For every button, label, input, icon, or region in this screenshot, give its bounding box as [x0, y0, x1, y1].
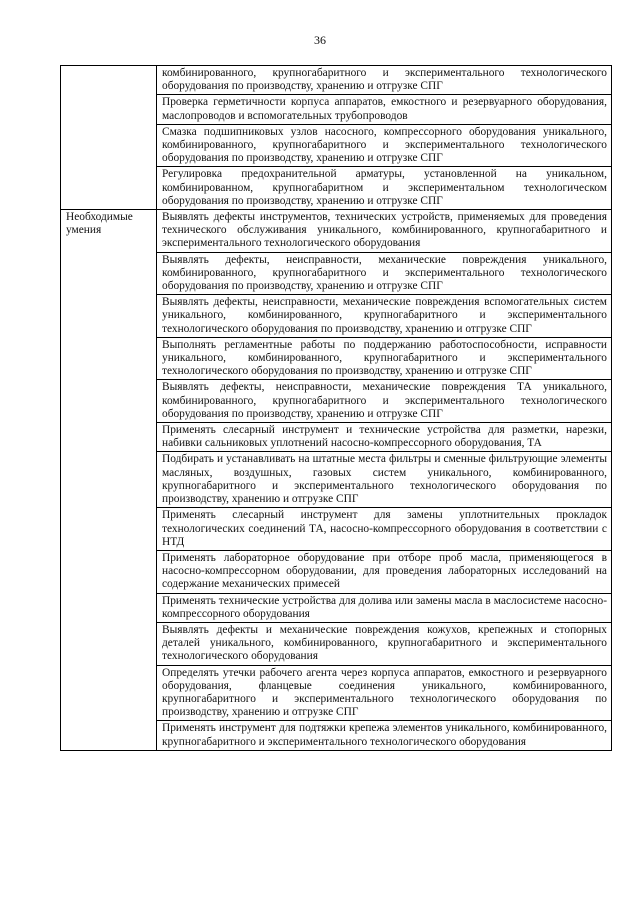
table-cell: Выявлять дефекты, неисправности, механические повреждения ТА уникального, комбинированного, крупногабаритного и экспериментального технологического оборудования по производству, хранению и отгрузке СПГ: [157, 380, 612, 423]
table-cell: Выявлять дефекты инструментов, технических устройств, применяемых для проведения технического обслуживания уникального, комбинированного, крупногабаритного и экспериментального технологического оборудования: [157, 210, 612, 253]
table-cell: Определять утечки рабочего агента через корпуса аппаратов, емкостного и резервуарного оборудования, фланцевые соединения уникального, комбинированного, крупногабаритного и экспериментального технологического оборудования по производству, хранению и отгрузке СПГ: [157, 665, 612, 721]
table-cell: Подбирать и устанавливать на штатные места фильтры и сменные фильтрующие элементы масляных, воздушных, газовых систем уникального, комбинированного, крупногабаритного и экспериментального технологического оборудования по производству, хранению и отгрузке СПГ: [157, 452, 612, 508]
table-cell: комбинированного, крупногабаритного и экспериментального технологического оборудования по производству, хранению и отгрузке СПГ: [157, 66, 612, 95]
table-cell: Регулировка предохранительной арматуры, установленной на уникальном, комбинированном, крупногабаритном и экспериментальном технологическом оборудования по производству, хранению и отгрузке СПГ: [157, 167, 612, 210]
table-cell: Применять слесарный инструмент и технические устройства для разметки, нарезки, набивки сальниковых уплотнений насосно-компрессорного оборудования, ТА: [157, 423, 612, 452]
table-cell: Выявлять дефекты, неисправности, механические повреждения вспомогательных систем уникального, комбинированного, крупногабаритного и экспериментального технологического оборудования по производству, хранению и отгрузке СПГ: [157, 295, 612, 338]
category-cell-skills: Необходимые умения: [61, 210, 157, 751]
table-cell: Выявлять дефекты, неисправности, механические повреждения уникального, комбинированного, крупногабаритного и экспериментального технологического оборудования по производству, хранению и отгрузке СПГ: [157, 252, 612, 295]
table-cell: Смазка подшипниковых узлов насосного, компрессорного оборудования уникального, комбинированного, крупногабаритного и экспериментального технологического оборудования по производству, хранению и отгрузке СПГ: [157, 124, 612, 167]
table-cell: Выполнять регламентные работы по поддержанию работоспособности, исправности уникального, комбинированного, крупногабаритного и экспериментального технологического оборудования по производству, хранению и отгрузке СПГ: [157, 337, 612, 380]
table-row: [61, 66, 612, 95]
table-cell: Применять технические устройства для долива или замены масла в маслосистеме насосно-компрессорного оборудования: [157, 593, 612, 622]
table-cell: Применять инструмент для подтяжки крепежа элементов уникального, комбинированного, крупногабаритного и экспериментального технологического оборудования: [157, 721, 612, 750]
table-cell: Проверка герметичности корпуса аппаратов, емкостного и резервуарного оборудования, маслопроводов и вспомогательных трубопроводов: [157, 95, 612, 124]
page-number: 36: [314, 33, 326, 47]
labor-functions-table: [60, 65, 612, 751]
table-row: [61, 210, 612, 253]
table-cell: Выявлять дефекты и механические повреждения кожухов, крепежных и стопорных деталей уникального, комбинированного, крупногабаритного и экспериментального технологического оборудования: [157, 622, 612, 665]
table-cell: Применять слесарный инструмент для замены уплотнительных прокладок технологических соединений ТА, насосно-компрессорного оборудования в соответствии с НТД: [157, 508, 612, 551]
table-cell: Применять лабораторное оборудование при отборе проб масла, применяющегося в насосно-компрессорном оборудовании, для проведения лабораторных исследований на содержание механических примесей: [157, 550, 612, 593]
category-cell-previous: [61, 66, 157, 210]
